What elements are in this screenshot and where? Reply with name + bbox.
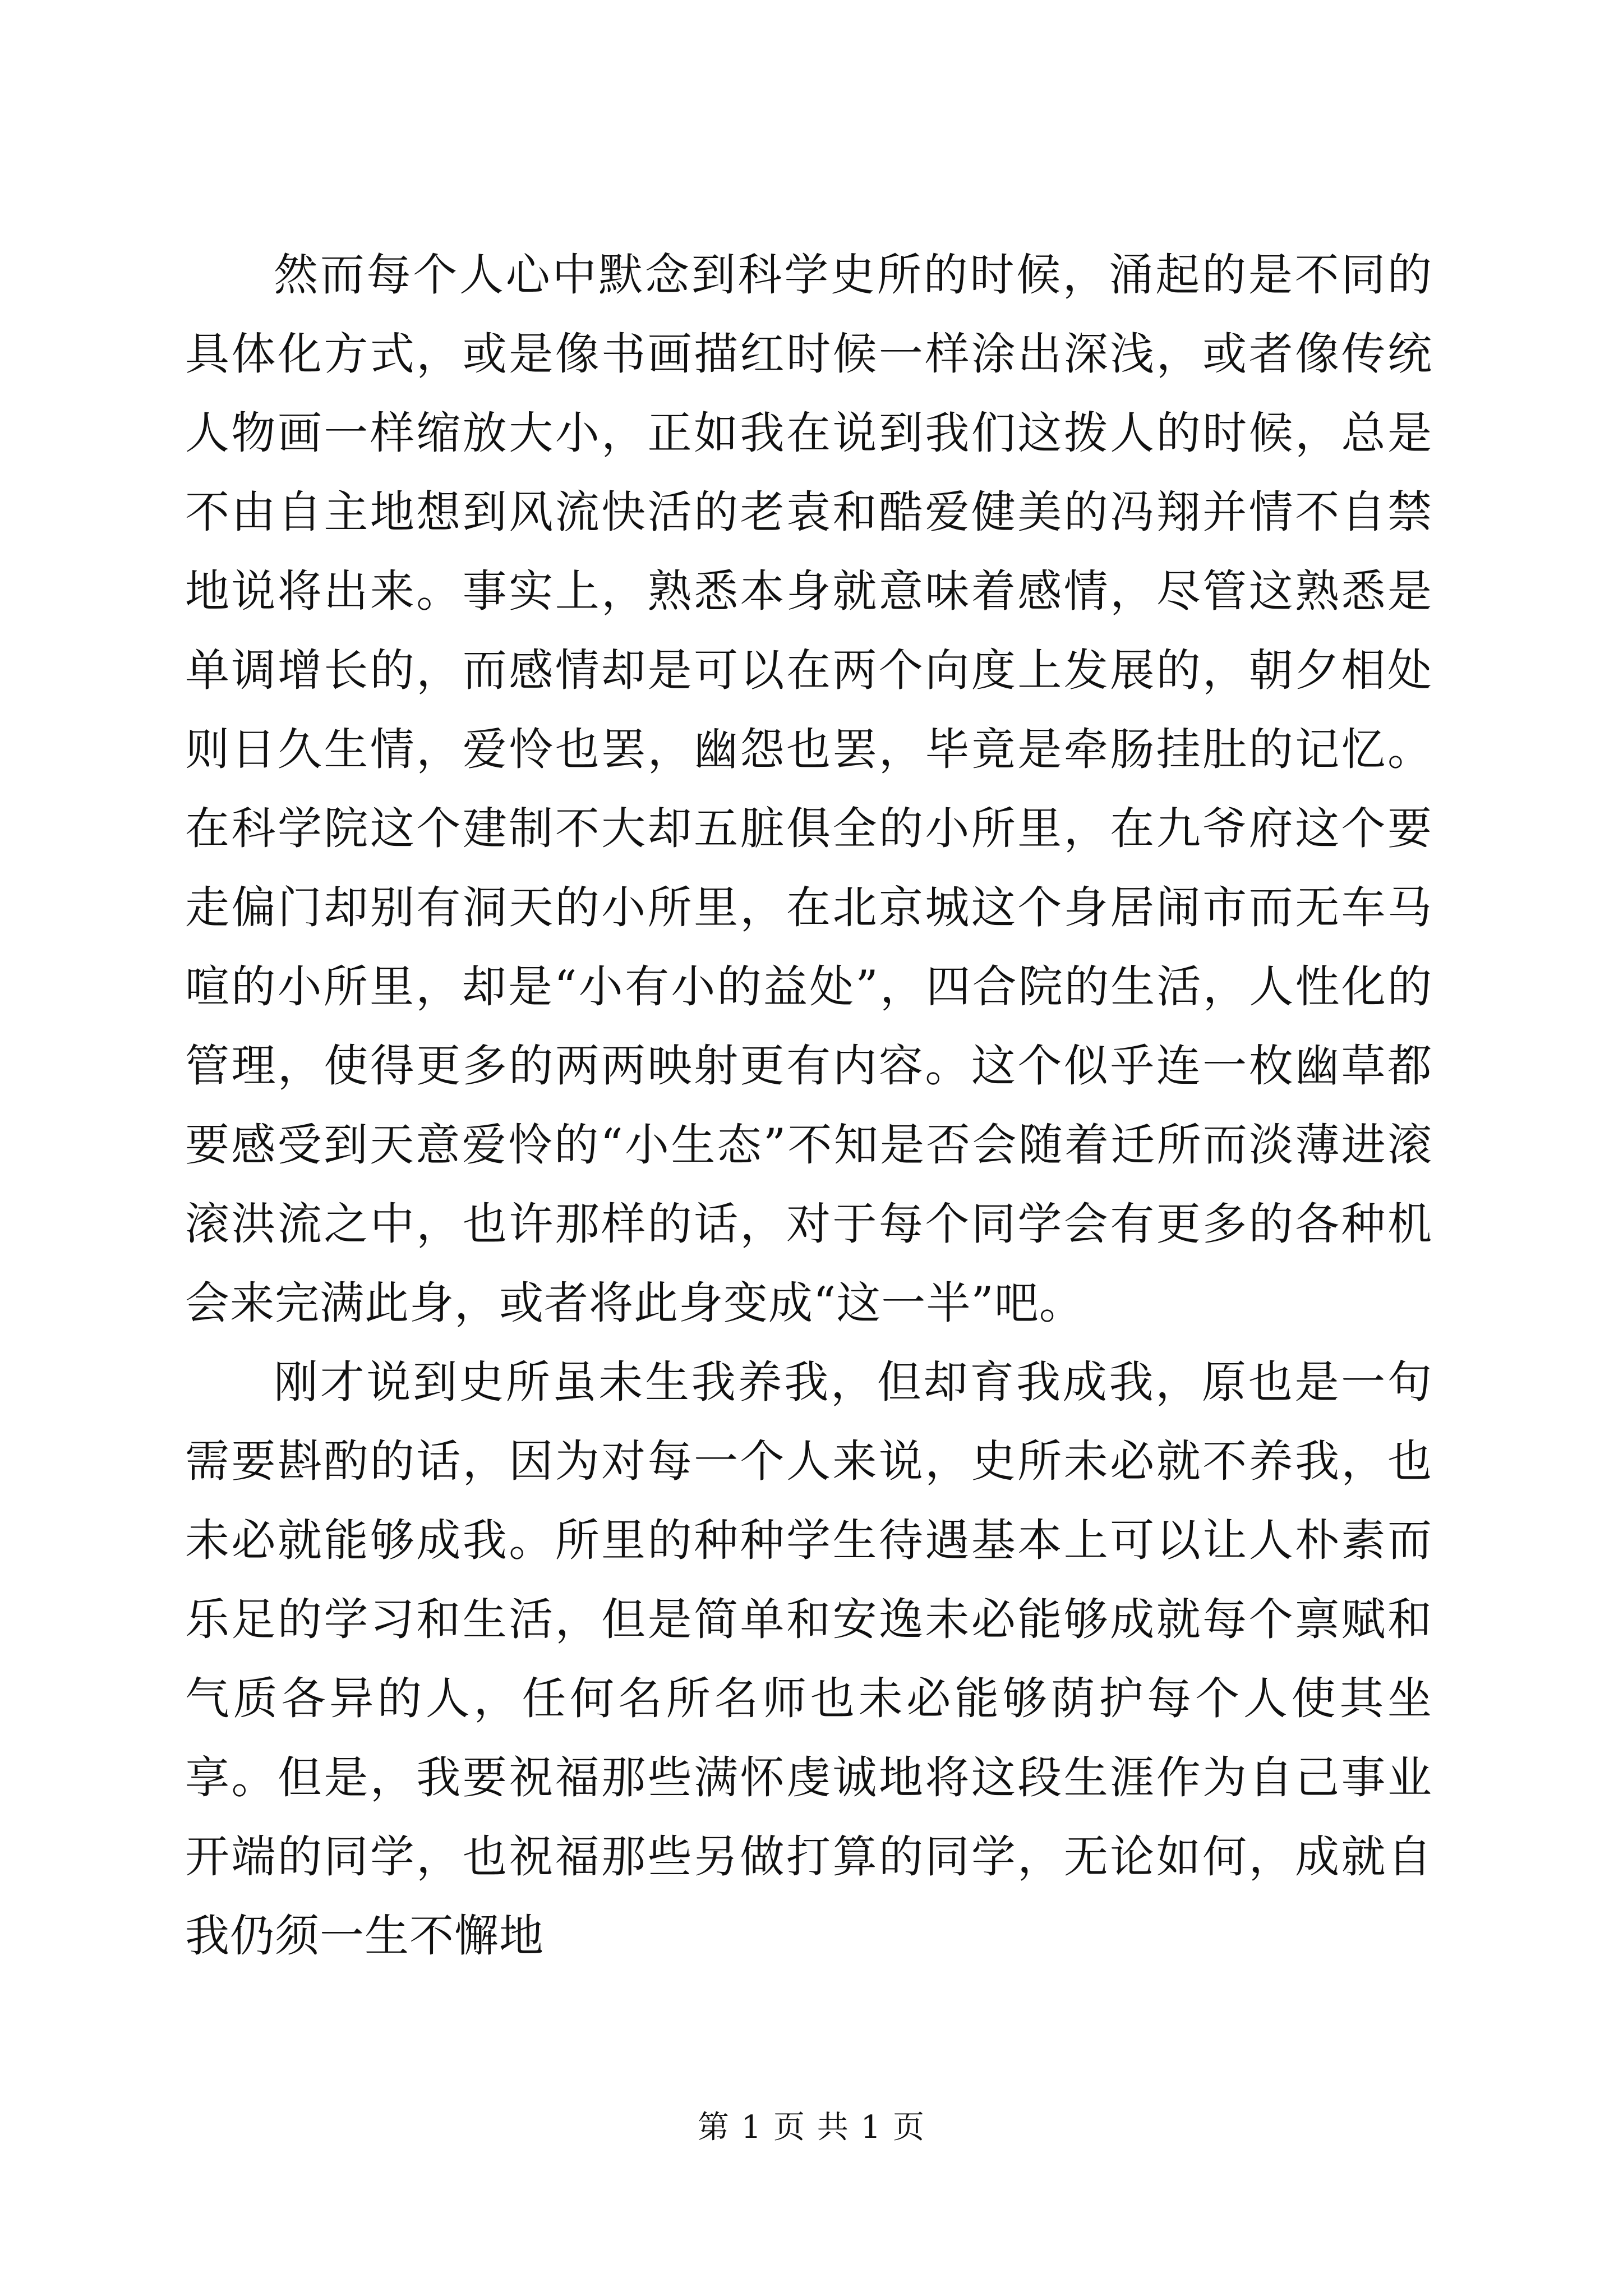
document-body <box>185 236 1432 1976</box>
page-footer: 第 1 页 共 1 页 <box>697 2109 926 2146</box>
paragraph-2: 刚才说到史所虽未生我养我，但却育我成我，原也是一句需要斟酌的话，因为对每一个人来说，史所未必就不养我，也未必就能够成我。所里的种种学生待遇基本上可以让人朴素而乐足的学习和生活，但是简单和安逸未必能够成就每个禀赋和气质各异的人，任何名所名师也未必能够荫护每个人使其坐享。但是，我要祝福那些满怀虔诚地将这段生涯作为自己事业开端的同学，也祝福那些另做打算的同学，无论如何，成就自我仍须一生不懈地 <box>185 1356 1432 1962</box>
paragraph-1: 然而每个人心中默念到科学史所的时候，涌起的是不同的具体化方式，或是像书画描红时候一样涂出深浅，或者像传统人物画一样缩放大小，正如我在说到我们这拨人的时候，总是不由自主地想到风流快活的老袁和酷爱健美的冯翔并情不自禁地说将出来。事实上，熟悉本身就意味着感情，尽管这熟悉是单调增长的，而感情却是可以在两个向度上发展的，朝夕相处则日久生情，爱怜也罢，幽怨也罢，毕竟是牵肠挂肚的记忆。在科学院这个建制不大却五脏俱全的小所里，在九爷府这个要走偏门却别有洞天的小所里，在北京城这个身居闹市而无车马喧的小所里，却是“小有小的益处”，四合院的生活，人性化的管理，使得更多的两两映射更有内容。这个似乎连一枚幽草都要感受到天意爱怜的“小生态”不知是否会随着迁所而淡薄进滚滚洪流之中，也许那样的话，对于每个同学会有更多的各种机会来完满此身，或者将此身变成“这一半”吧。 <box>185 249 1432 1329</box>
